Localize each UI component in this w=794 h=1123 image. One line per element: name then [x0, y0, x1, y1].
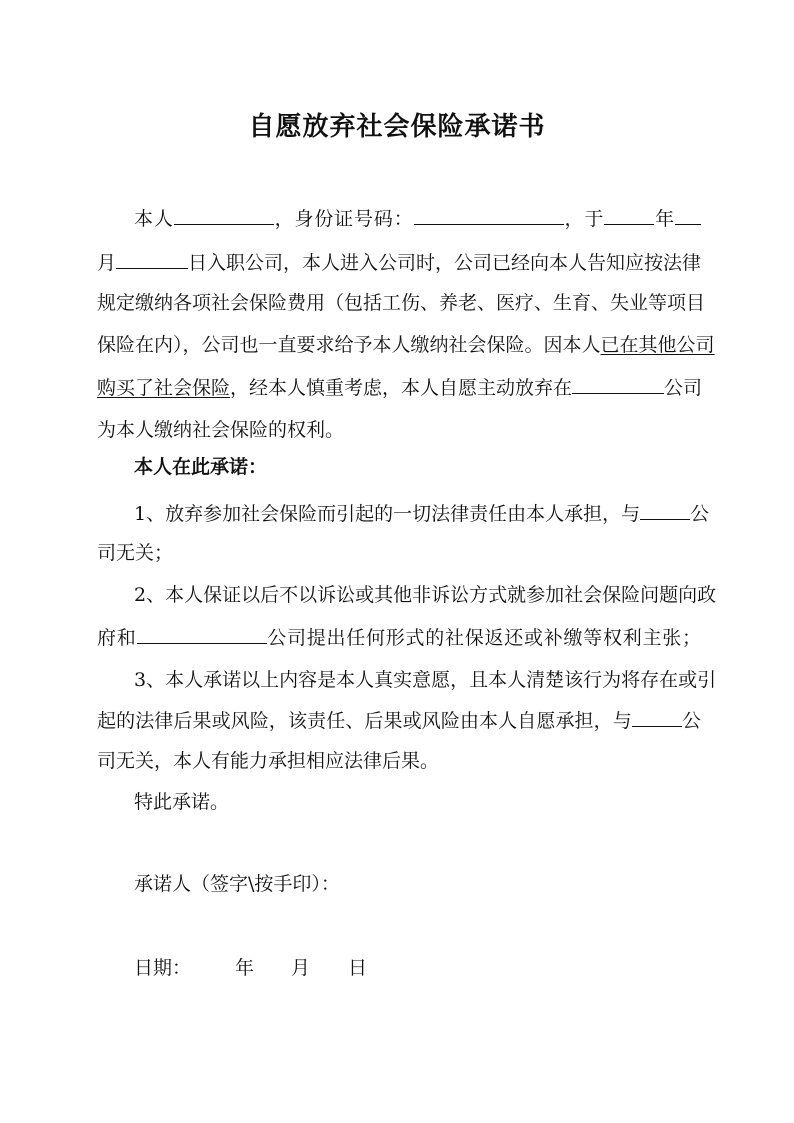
date-label: 日期：	[134, 957, 192, 979]
underlined-text: 购买了社会保险	[97, 377, 231, 399]
document-title: 自愿放弃社会保险承诺书	[248, 112, 546, 142]
company-blank[interactable]	[137, 624, 267, 644]
company-blank[interactable]	[640, 500, 690, 520]
para1-line3: 规定缴纳各项社会保险费用（包括工伤、养老、医疗、生育、失业等项目	[97, 292, 706, 314]
text: 1、放弃参加社会保险而引起的一切法律责任由本人承担，与	[134, 503, 641, 525]
company-blank[interactable]	[632, 707, 682, 727]
text: 月	[97, 252, 117, 274]
date-month: 月	[291, 957, 311, 979]
closing: 特此承诺。	[134, 791, 230, 813]
item3-line3: 司无关，本人有能力承担相应法律后果。	[97, 750, 440, 772]
item2-line1: 2、本人保证以后不以诉讼或其他非诉讼方式就参加社会保险问题向政	[134, 584, 717, 606]
text: 公	[681, 710, 701, 732]
text: ，经本人慎重考虑，本人自愿主动放弃在	[230, 377, 573, 399]
text: ，于	[563, 208, 605, 230]
para1-line2	[97, 249, 701, 276]
signer-label: 承诺人（签字\按手印）：	[134, 873, 340, 895]
text: 公司	[664, 377, 703, 399]
company-blank[interactable]	[572, 374, 664, 394]
text: 公	[690, 503, 710, 525]
item1-line1	[97, 500, 710, 527]
year-blank[interactable]	[604, 205, 654, 225]
text: 公司提出任何形式的社保返还或补缴等权利主张；	[266, 627, 701, 649]
underlined-text: 已在其他公司	[600, 334, 715, 356]
item3-line2	[97, 707, 701, 734]
id-number-blank[interactable]	[414, 205, 564, 225]
item3-line1: 3、本人承诺以上内容是本人真实意愿，且本人清楚该行为将存在或引	[134, 669, 717, 691]
item2-line2	[97, 624, 701, 651]
date-year: 年	[235, 957, 255, 979]
month-blank[interactable]	[675, 205, 701, 225]
text: 起的法律后果或风险，该责任、后果或风险由本人自愿承担，与	[97, 710, 632, 732]
text: 年	[654, 208, 675, 230]
date-day: 日	[348, 957, 368, 979]
name-blank[interactable]	[174, 205, 274, 225]
pledge-heading: 本人在此承诺：	[134, 456, 268, 478]
text: 保险在内），公司也一直要求给予本人缴纳社会保险。因本人	[97, 334, 601, 356]
para1-line6: 为本人缴纳社会保险的权利。	[97, 419, 345, 441]
para1-line5	[97, 374, 701, 401]
text: 日入职公司，本人进入公司时，公司已经向本人告知应按法律	[188, 252, 702, 274]
text: ，身份证号码：	[273, 208, 414, 230]
day-blank[interactable]	[116, 249, 188, 269]
text: 府和	[97, 627, 137, 649]
para1-line4	[97, 332, 715, 358]
item1-line2: 司无关；	[97, 542, 174, 564]
para1-line1	[97, 205, 701, 232]
text: 本人	[134, 208, 174, 230]
